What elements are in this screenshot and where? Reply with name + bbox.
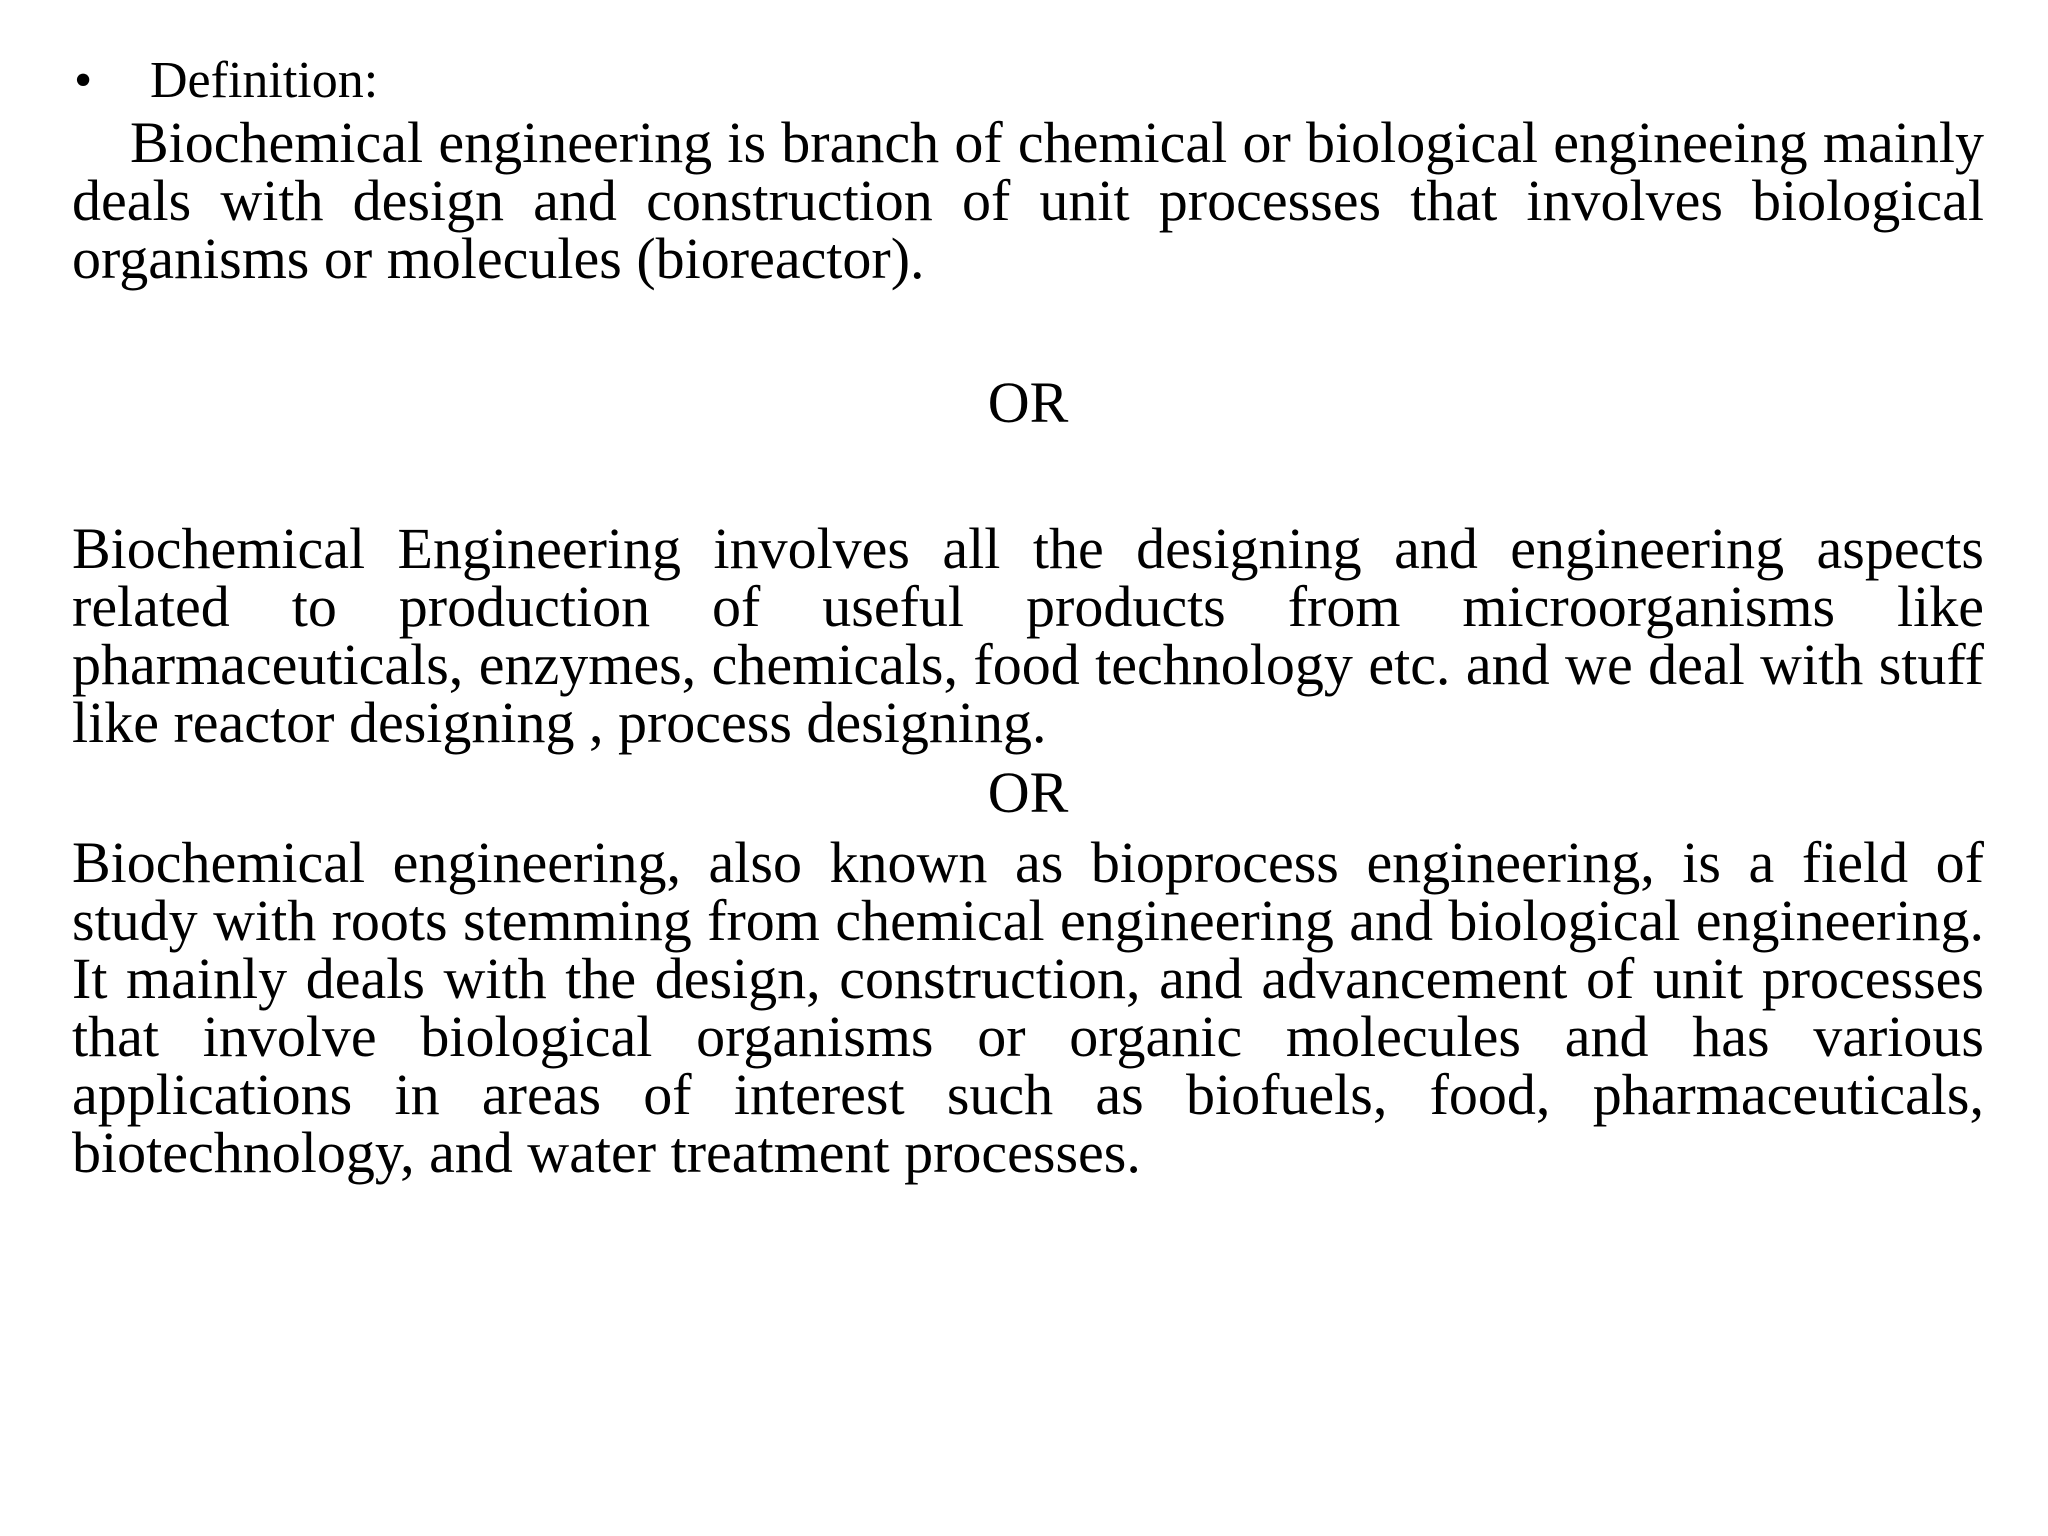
- definition-label: Definition:: [150, 52, 379, 109]
- definition-paragraph-3: Biochemical engineering, also known as bioprocess engineering, is a field of study with roots stemming from chemical engineering and biological engineering. It mainly deals with the design, construction, and advancement of unit processes that involve biological organisms or organic molecules and has various applications in areas of interest such as biofuels, food, pharmaceuticals, biotechnology, and water treatment processes.: [72, 830, 1984, 1185]
- slide-content: [72, 50, 1984, 1185]
- or-separator-2: OR: [987, 760, 1069, 825]
- definition-paragraph-2: Biochemical Engineering involves all the designing and engineering aspects related to production of useful products from microorganisms like pharmaceuticals, enzymes, chemicals, food technology etc. and we deal with stuff like reactor designing , process designing.: [72, 516, 1984, 755]
- bullet-icon: •: [74, 52, 93, 109]
- or-separator-1: OR: [987, 370, 1069, 435]
- definition-paragraph-1: Biochemical engineering is branch of chemical or biological engineeing mainly deals with design and construction of unit processes that involves biological organisms or molecules (bioreactor).: [72, 110, 1984, 291]
- definition-heading: [72, 50, 1984, 112]
